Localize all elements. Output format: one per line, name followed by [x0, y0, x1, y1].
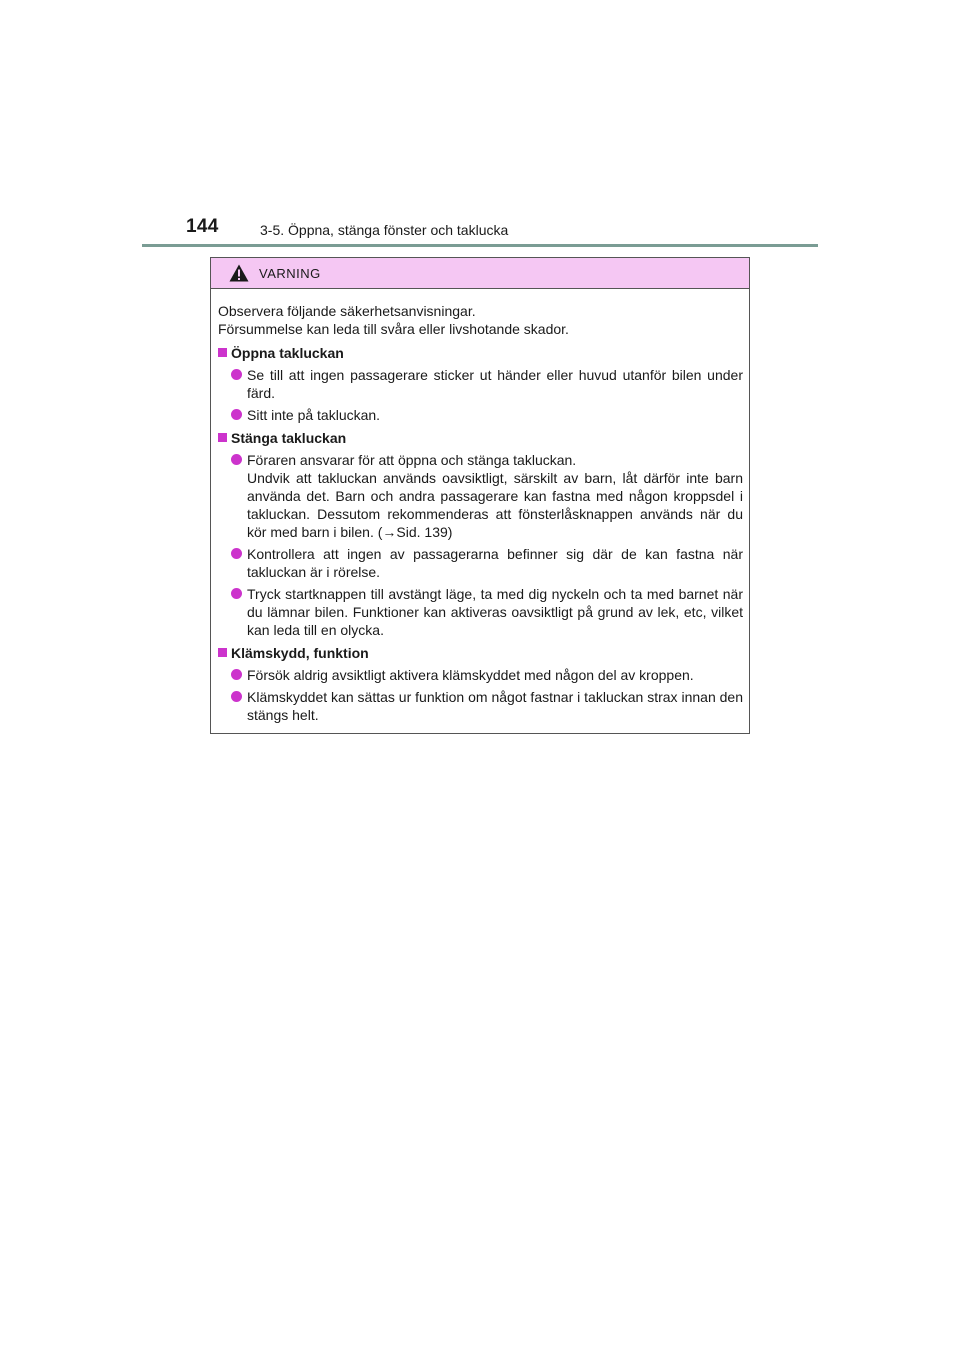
section-jam-protection — [218, 644, 743, 724]
square-bullet-icon — [218, 648, 227, 657]
list-item: Föraren ansvarar för att öppna och stänga takluckan. Undvik att takluckan används oavsiktligt, särskilt av barn, låt därför inte barn använda det. Barn och andra passagerare kan fastna med någon kroppsdel i takluckan. Dessutom rekommenderas att fönsterlåsknappen används när du kör med barn i bilen. (→Sid. 139) — [218, 451, 743, 541]
section-opening-sunroof — [218, 344, 743, 424]
header-rule — [142, 244, 818, 247]
list-item: Klämskyddet kan sättas ur funktion om något fastnar i takluckan strax innan den stängs helt. — [218, 688, 743, 724]
list-item: Sitt inte på takluckan. — [218, 406, 743, 424]
list-item: Försök aldrig avsiktligt aktivera klämskyddet med någon del av kroppen. — [218, 666, 743, 684]
warning-intro — [218, 302, 743, 338]
section-heading: Klämskydd, funktion — [218, 644, 743, 662]
circle-bullet-icon — [231, 669, 242, 680]
section-heading: Öppna takluckan — [218, 344, 743, 362]
intro-line: Observera följande säkerhetsanvisningar. — [218, 303, 476, 319]
warning-header — [211, 258, 749, 289]
circle-bullet-icon — [231, 548, 242, 559]
circle-bullet-icon — [231, 588, 242, 599]
warning-body — [211, 289, 749, 724]
square-bullet-icon — [218, 433, 227, 442]
circle-bullet-icon — [231, 454, 242, 465]
list-item: Tryck startknappen till avstängt läge, ta med dig nyckeln och ta med barnet när du lämnar bilen. Funktioner kan aktiveras oavsiktligt på grund av lek, etc, vilket kan leda till en olycka. — [218, 585, 743, 639]
warning-box — [210, 257, 750, 734]
intro-line: Försummelse kan leda till svåra eller livshotande skador. — [218, 321, 569, 337]
circle-bullet-icon — [231, 369, 242, 380]
list-item: Se till att ingen passagerare sticker ut händer eller huvud utanför bilen under färd. — [218, 366, 743, 402]
circle-bullet-icon — [231, 691, 242, 702]
list-item: Kontrollera att ingen av passagerarna befinner sig där de kan fastna när takluckan är i rörelse. — [218, 545, 743, 581]
circle-bullet-icon — [231, 409, 242, 420]
page-number: 144 — [186, 216, 219, 237]
section-title: 3-5. Öppna, stänga fönster och taklucka — [260, 222, 509, 238]
section-heading: Stänga takluckan — [218, 429, 743, 447]
square-bullet-icon — [218, 348, 227, 357]
warning-title: VARNING — [259, 266, 321, 281]
warning-triangle-icon — [229, 264, 249, 282]
section-closing-sunroof — [218, 429, 743, 639]
